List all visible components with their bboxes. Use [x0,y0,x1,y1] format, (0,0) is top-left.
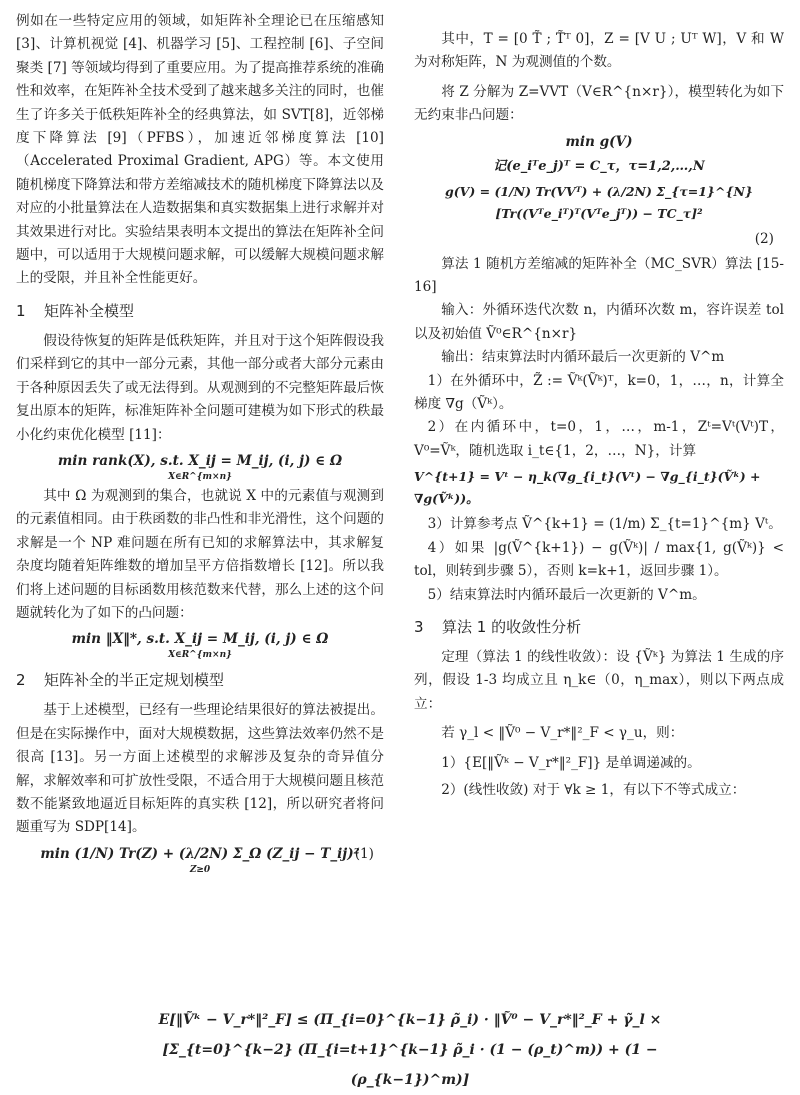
equation-2-number-row [414,228,784,250]
section-title: 矩阵补全的半正定规划模型 [44,671,225,690]
equation-number: (2) [754,230,774,247]
algorithm-step-3: 3）计算参考点 Ṽ^{k+1} = (1/m) Σ_{t=1}^{m} Vᵗ。 [427,516,782,533]
section-1-heading [16,300,384,322]
theorem-claim-2: 2）(线性收敛) 对于 ∀k ≥ 1，有以下不等式成立： [441,781,746,798]
section-3-heading [414,616,784,638]
intro-paragraph: 例如在一些特定应用的领域，如矩阵补全理论已在压缩感知 [3]、计算机视觉 [4]、机器学习 [5]、工程控制 [6]、子空间聚类 [7] 等领域均得到了重要应用。为了提高推荐系统的准确性和效率，在矩阵补全技术受到了越来越多关注的同时，也催生了许多关于低秩矩阵补全的经典算法，如 SVT[8]，近邻梯度下降算法 [9]（PFBS），加速近邻梯度算法 [10]（Accelerated Proximal Gradient, APG）等。本文使用随机梯度下降算法和带方差缩减技术的随机梯度下降算法以及对应的小批量算法在人造数据集和真实数据集上进行求解并对其效果进行对比。实验结果表明本文提出的算法在矩阵补全问题中，可以适用于大规模问题求解，可以缓解大规模问题求解上的受限，并且补全性能更好。 [16,13,384,287]
equation-1: min (1/N) Tr(Z) + (λ/2N) Σ_Ω (Z_ij − T_ij)² (1) Z≥0 [16,843,384,875]
algorithm-step-1: 1）在外循环中，Z̃ := Ṽᵏ(Ṽᵏ)ᵀ，k=0，1，…，n，计算全梯度 ∇g（Ṽᵏ）。 [414,372,784,413]
section-number: 1 [16,301,26,320]
section-number: 3 [414,617,424,636]
equation-subscript: X∈R^{m×n} [168,650,232,661]
section-2-heading [16,669,384,691]
convergence-inequality: E[‖Ṽᵏ − V_r*‖²_F] ≤ (Π_{i=0}^{k−1} ρ̃_i) · ‖Ṽ⁰ − V_r*‖²_F + γ̃_l × [Σ_{t=0}^{k−2} (Π_{i=t+1}^{k−1} ρ̃_i · (1 − (ρ_t)^m)) + (1 − (ρ_{k−1})^m)] [158,1012,662,1088]
equation-subscript: X∈R^{m×n} [168,471,232,482]
algorithm-step-4: 4）如果 |g(Ṽ^{k+1}) − g(Ṽᵏ)| / max{1, g(Ṽᵏ)} < tol，则转到步骤 5），否则 k=k+1，返回步骤 1）。 [414,539,784,580]
equation-number: (1) [354,845,374,862]
equation-2: g(V) = (1/N) Tr(VVᵀ) + (λ/2N) Σ_{τ=1}^{N} [Tr((Vᵀe_iᵀ)ᵀ(Vᵀe_jᵀ)) − TC_τ]² [445,183,753,221]
algorithm-step-2: 2）在内循环中，t=0，1，…，m-1，Zᵗ=Vᵗ(Vᵗ)T，V⁰=Ṽᵏ，随机选取 i_t∈{1，2，…，N}，计算 [414,419,784,459]
algorithm-output: 输出：结束算法时内循环最后一次更新的 V^m [441,349,725,366]
algorithm-step-5: 5）结束算法时内循环最后一次更新的 V^m。 [427,586,706,603]
section-title: 算法 1 的收敛性分析 [442,617,582,636]
theorem-paragraph: 定理（算法 1 的线性收敛）：设 {Ṽᵏ} 为算法 1 生成的序列，假设 1-3 均成立且 η_k∈（0，η_max），则以下两点成立： [414,648,784,712]
matrix-definition-paragraph: 其中，T = [0 T̃ ; T̃ᵀ 0]，Z = [V U ; Uᵀ W]，V 和 W 为对称矩阵，N 为观测值的个数。 [414,31,784,71]
section-2-paragraph-1: 基于上述模型，已经有一些理论结果很好的算法被提出。但是在实际操作中，面对大规模数据，这些算法效率仍然不是很高 [13]。另一方面上述模型的求解涉及复杂的奇异值分解，求解效率和可扩放性受限，不适合用于大规模问题且核范数不能紧致地逼近目标矩阵的真实秩 [12]，所以研究者将问题重写为 SDP[14]。 [16,702,384,836]
equation-subscript: Z≥0 [189,864,211,875]
algorithm-step-2-equation: V^{t+1} = Vᵗ − η_k(∇g_{i_t}(Vᵗ) − ∇g_{i_t}(Ṽᵏ) + ∇g(Ṽᵏ))。 [414,469,761,507]
theorem-condition: 若 γ_l < ‖Ṽ⁰ − V_r*‖²_F < γ_u，则： [441,725,684,742]
equation-2-min: min g(V) [565,133,633,150]
nuclear-norm-equation: min ‖X‖*, s.t. X_ij = M_ij, (i, j) ∈ Ω X∈R^{m×n} [16,628,384,660]
section-title: 矩阵补全模型 [44,301,135,320]
theorem-claim-1: 1）{E[‖Ṽᵏ − V_r*‖²_F]} 是单调递减的。 [441,754,701,771]
algorithm-input: 输入：外循环迭代次数 n，内循环次数 m，容许误差 tol 以及初始值 Ṽ⁰∈R^{n×r} [414,302,784,342]
equation-2-note: 记(e_iᵀe_j)ᵀ = C_τ，τ=1,2,…,N [493,158,705,174]
left-column [16,10,384,878]
section-number: 2 [16,671,26,690]
decomposition-paragraph: 将 Z 分解为 Z=VVT（V∈R^{n×r}），模型转化为如下无约束非凸问题： [414,83,784,124]
algorithm-title: 算法 1 随机方差缩减的矩阵补全（MC_SVR）算法 [15-16] [414,255,784,296]
right-column [414,10,784,802]
rank-minimization-equation: min rank(X), s.t. X_ij = M_ij, (i, j) ∈ Ω X∈R^{m×n} [16,450,384,482]
section-1-paragraph-1: 假设待恢复的矩阵是低秩矩阵，并且对于这个矩阵假设我们采样到它的其中一部分元素，其他一部分或者大部分元素由于各种原因丢失了或无法得到。从观测到的不完整矩阵最后恢复出原本的矩阵，标准矩阵补全问题可建模为如下形式的秩最小化约束优化模型 [11]： [16,332,384,443]
section-1-paragraph-2: 其中 Ω 为观测到的集合，也就说 X 中的元素值与观测到的元素值相同。由于秩函数的非凸性和非光滑性，这个问题的求解是一个 NP 难问题在所有已知的求解算法中，其求解复杂度均随着矩阵维数的增加呈平方倍指数增长 [12]。所以我们将上述问题的目标函数用核范数来代替，那么上述的这个问题就转化为了如下的凸问题： [16,487,384,621]
